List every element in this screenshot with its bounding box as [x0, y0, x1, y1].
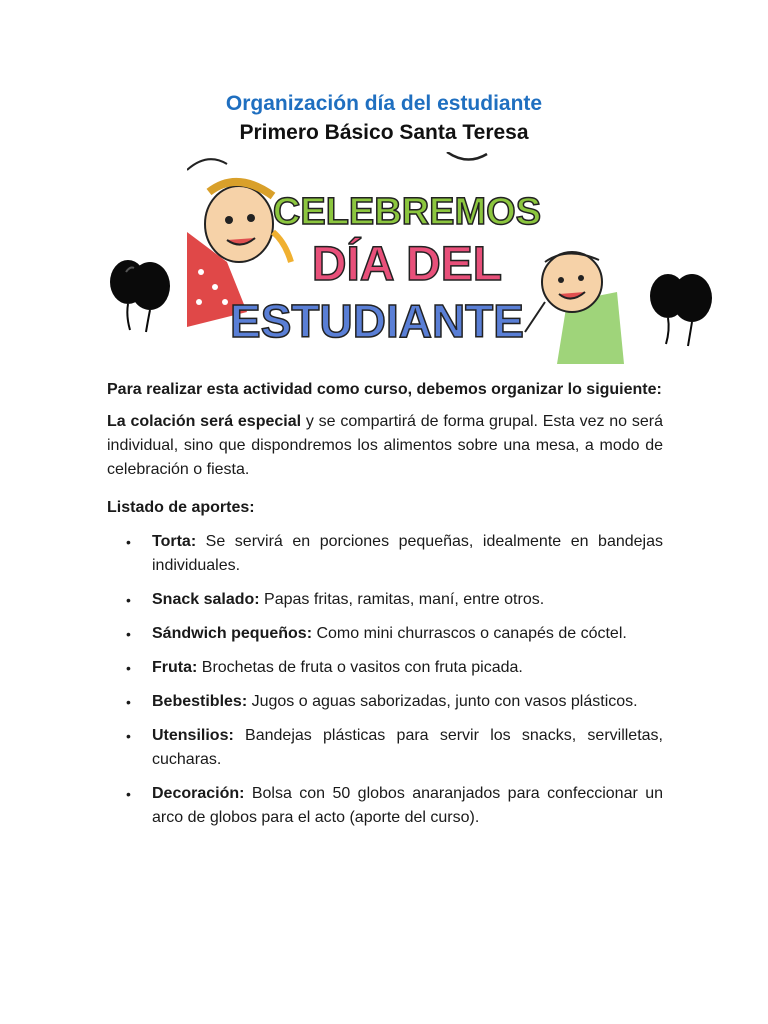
item-text: Bandejas plásticas para servir los snacks, servilletas, cucharas. — [152, 727, 663, 768]
item-label: Fruta: — [152, 659, 198, 676]
banner-line3: ESTUDIANTE — [230, 295, 524, 347]
list-item — [107, 588, 663, 612]
item-text: Papas fritas, ramitas, maní, entre otros. — [259, 591, 545, 608]
item-text: Como mini churrascos o canapés de cóctel. — [312, 625, 627, 642]
balloons-left-icon — [104, 252, 180, 339]
item-text: Brochetas de fruta o vasitos con fruta picada. — [197, 659, 523, 676]
colacion-text: y se compartirá de forma grupal. Esta vez no será individual, sino que dispondremos los alimentos sobre una mesa, a modo de celebración o fiesta. — [107, 413, 663, 478]
bullet-icon: • — [126, 728, 131, 744]
colacion-paragraph — [107, 410, 663, 482]
bullet-icon: • — [126, 660, 131, 676]
list-item — [107, 622, 663, 646]
bullet-icon: • — [126, 626, 131, 642]
list-item — [107, 530, 663, 578]
item-label: Bebestibles: — [152, 693, 248, 710]
item-label: Torta: — [152, 533, 197, 550]
aportes-list — [107, 530, 663, 830]
colacion-bold: La colación será especial — [107, 413, 302, 430]
item-label: Snack salado: — [152, 591, 260, 608]
item-text: Bolsa con 50 globos anaranjados para confeccionar un arco de globos para el acto (aporte del curso). — [152, 785, 663, 826]
page-title: Organización día del estudiante — [225, 92, 543, 115]
banner-line1: CELEBREMOS — [272, 191, 542, 233]
list-item — [107, 782, 663, 830]
item-label: Decoración: — [152, 785, 245, 802]
boy-character-icon — [525, 252, 624, 364]
intro-paragraph: Para realizar esta actividad como curso, debemos organizar lo siguiente: — [107, 381, 662, 398]
bullet-icon: • — [126, 592, 131, 608]
list-title: Listado de aportes: — [107, 499, 255, 516]
document-body — [107, 378, 663, 840]
item-label: Sándwich pequeños: — [152, 625, 313, 642]
list-item — [107, 656, 663, 680]
bullet-icon: • — [126, 786, 131, 802]
bullet-icon: • — [126, 534, 131, 550]
banner-line2: DÍA DEL — [311, 238, 503, 291]
item-label: Utensilios: — [152, 727, 234, 744]
item-text: Se servirá en porciones pequeñas, idealmente en bandejas individuales. — [152, 533, 663, 574]
item-text: Jugos o aguas saborizadas, junto con vasos plásticos. — [247, 693, 638, 710]
bullet-icon: • — [126, 694, 131, 710]
page-subtitle: Primero Básico Santa Teresa — [239, 121, 529, 144]
celebration-banner — [187, 152, 624, 364]
list-item — [107, 690, 663, 714]
list-item — [107, 724, 663, 772]
balloons-right-icon — [644, 266, 720, 353]
